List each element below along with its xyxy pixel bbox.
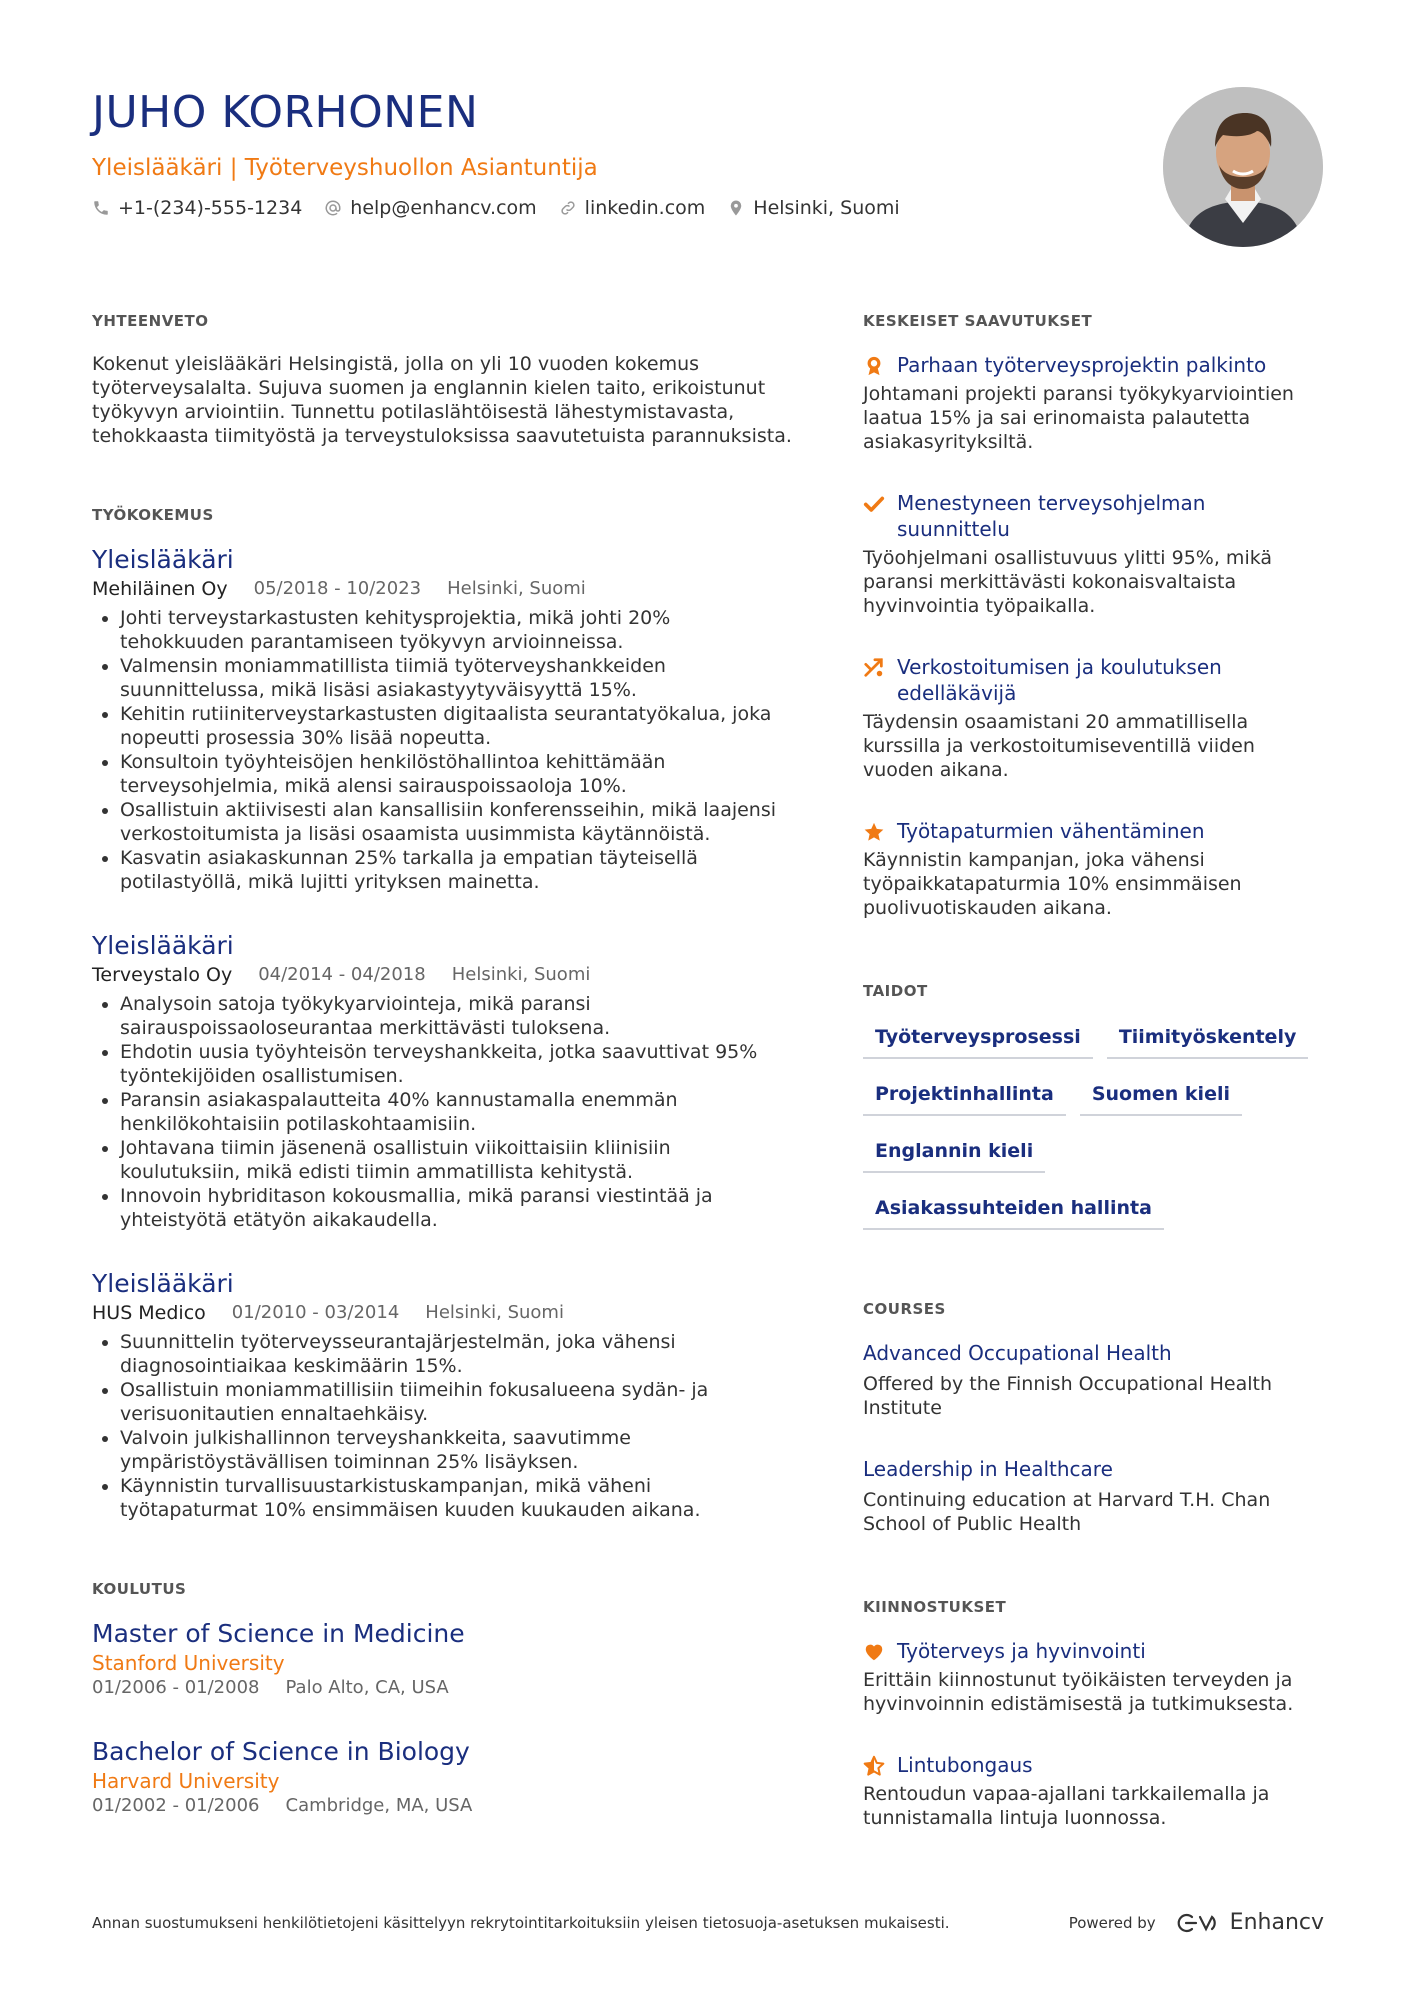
phone-text: +1-(234)-555-1234 xyxy=(118,197,303,219)
interest-item xyxy=(863,1638,1323,1716)
bullet-item: • Johti terveystarkastusten kehitysprojektia, mikä johti 20% tehokkuuden parantamiseen työkyvyn arvioinneissa. xyxy=(120,606,792,654)
enhancv-logo-icon xyxy=(1174,1911,1220,1935)
interest-item xyxy=(863,1752,1323,1830)
job-meta xyxy=(92,962,792,988)
contact-email[interactable] xyxy=(324,190,536,226)
job-meta xyxy=(92,576,792,602)
summary-text: Kokenut yleislääkäri Helsingistä, jolla on yli 10 vuoden kokemus työterveysalalta. Sujuva suomen ja englannin kielen taito, erikoistunut työkyvyn arviointiin. Tunnettu potilaslähtöisestä lähestymistavasta, tehokkaasta tiimityöstä ja terveystuloksissa saavutetuista parannuksista. xyxy=(92,353,792,447)
location-icon xyxy=(727,199,745,217)
bullet-item: • Suunnittelin työterveysseurantajärjestelmän, joka vähensi diagnosointiaikaa keskimäärin 15%. xyxy=(120,1330,792,1378)
interest-title: Työterveys ja hyvinvointi xyxy=(897,1639,1146,1663)
achievement-head xyxy=(863,352,1323,378)
edu-degree: Bachelor of Science in Biology xyxy=(92,1737,470,1766)
bullet-item: • Kasvatin asiakaskunnan 25% tarkalla ja empatian täyteisellä potilastyöllä, mikä lujitti yrityksen mainetta. xyxy=(120,846,792,894)
job-location: Helsinki, Suomi xyxy=(447,578,586,599)
edu-dates: 01/2002 - 01/2006 xyxy=(92,1795,260,1816)
skill-tag: Englannin kieli xyxy=(863,1134,1045,1173)
courses-heading: COURSES xyxy=(863,1300,946,1318)
bullet-item: • Paransin asiakaspalautteita 40% kannustamalla enemmän henkilökohtaisiin potilaskohtaamisiin. xyxy=(120,1088,792,1136)
edu-dates: 01/2006 - 01/2008 xyxy=(92,1677,260,1698)
job-dates: 01/2010 - 03/2014 xyxy=(231,1302,400,1323)
checkmark-icon xyxy=(863,493,885,515)
achievement-item xyxy=(863,818,1323,920)
achievements-heading: KESKEISET SAAVUTUKSET xyxy=(863,312,1093,330)
resume-header xyxy=(92,78,1092,226)
bullet-item: • Valvoin julkishallinnon terveyshankkeita, saavutimme ympäristöystävällisen toiminnan 25% lisäyksen. xyxy=(120,1426,792,1474)
job-company: Terveystalo Oy xyxy=(92,964,233,986)
skill-tag: Suomen kieli xyxy=(1080,1077,1242,1116)
bullet-item: • Johtavana tiimin jäsenenä osallistuin viikoittaisiin kliinisiin koulutuksiin, mikä edisti tiimin ammatillista kehitystä. xyxy=(120,1136,792,1184)
achievement-desc: Työohjelmani osallistuvuus ylitti 95%, mikä paransi merkittävästi kokonaisvaltaista hyvinvointia työpaikalla. xyxy=(863,547,1273,617)
education-entry xyxy=(92,1618,792,1700)
skills-list xyxy=(863,1020,1333,1230)
phone-icon xyxy=(92,199,110,217)
link-icon xyxy=(559,199,577,217)
bullet-item: • Osallistuin aktiivisesti alan kansallisiin konferensseihin, mikä laajensi verkostoitumista ja lisäsi osaamista uusimmista käytännöistä. xyxy=(120,798,792,846)
achievement-item xyxy=(863,352,1323,454)
achievement-item xyxy=(863,490,1323,618)
bullet-item: • Käynnistin turvallisuustarkistuskampanjan, mikä väheni työtapaturmat 10% ensimmäisen kuuden kuukauden aikana. xyxy=(120,1474,792,1522)
interests-heading: KIINNOSTUKSET xyxy=(863,1598,1007,1616)
job-location: Helsinki, Suomi xyxy=(425,1302,564,1323)
interest-head xyxy=(863,1752,1323,1778)
edu-location: Palo Alto, CA, USA xyxy=(285,1677,449,1698)
edu-location: Cambridge, MA, USA xyxy=(285,1795,473,1816)
achievement-desc: Täydensin osaamistani 20 ammatillisella kurssilla ja verkostoitumiseventillä viiden vuoden aikana. xyxy=(863,711,1255,781)
edu-school: Stanford University xyxy=(92,1651,285,1675)
email-text[interactable]: help@enhancv.com xyxy=(350,197,537,219)
achievement-title: Verkostoitumisen ja koulutuksen edelläkävijä xyxy=(897,655,1222,705)
skills-heading: TAIDOT xyxy=(863,982,928,1000)
course-title: Advanced Occupational Health xyxy=(863,1341,1172,1365)
achievement-desc: Käynnistin kampanjan, joka vähensi työpaikkatapaturmia 10% ensimmäisen puolivuotiskauden aikana. xyxy=(863,849,1242,919)
profile-photo xyxy=(1163,87,1323,247)
achievement-title: Parhaan työterveysprojektin palkinto xyxy=(897,353,1267,377)
interest-desc: Rentoudun vapaa-ajallani tarkkailemalla ja tunnistamalla lintuja luonnossa. xyxy=(863,1783,1270,1829)
summary-heading: YHTEENVETO xyxy=(92,312,209,330)
achievement-head xyxy=(863,818,1323,844)
achievement-title: Menestyneen terveysohjelman suunnittelu xyxy=(897,491,1206,541)
experience-heading: TYÖKOKEMUS xyxy=(92,506,214,524)
course-desc: Continuing education at Harvard T.H. Chan School of Public Health xyxy=(863,1489,1271,1535)
job-company: Mehiläinen Oy xyxy=(92,578,228,600)
candidate-title: Yleislääkäri | Työterveyshuollon Asiantuntija xyxy=(92,155,598,181)
bullet-item: • Analysoin satoja työkykyarviointeja, mikä paransi sairauspoissaoloseurantaa merkittävästi tuloksena. xyxy=(120,992,792,1040)
job-location: Helsinki, Suomi xyxy=(451,964,591,985)
footer xyxy=(92,1910,1324,1935)
education-entry xyxy=(92,1736,792,1818)
course-title: Leadership in Healthcare xyxy=(863,1457,1113,1481)
skill-tag: Asiakassuhteiden hallinta xyxy=(863,1191,1164,1230)
network-icon xyxy=(863,657,885,679)
course-item xyxy=(863,1456,1323,1536)
job-title: Yleislääkäri xyxy=(92,1269,234,1298)
skill-tag: Projektinhallinta xyxy=(863,1077,1066,1116)
skill-tag: Tiimityöskentely xyxy=(1107,1020,1309,1059)
edu-school: Harvard University xyxy=(92,1769,280,1793)
job-title: Yleislääkäri xyxy=(92,931,234,960)
interest-head xyxy=(863,1638,1323,1664)
bullet-item: • Ehdotin uusia työyhteisön terveyshankkeita, jotka saavuttivat 95% työntekijöiden osallistumisen. xyxy=(120,1040,792,1088)
achievement-head xyxy=(863,490,1323,542)
contact-linkedin[interactable] xyxy=(559,190,706,226)
left-column xyxy=(92,312,792,1818)
brand-name: Enhancv xyxy=(1229,1910,1324,1935)
edu-meta xyxy=(92,1794,792,1818)
interest-desc: Erittäin kiinnostunut työikäisten terveyden ja hyvinvoinnin edistämisestä ja tutkimuksesta. xyxy=(863,1669,1294,1715)
star-half-icon xyxy=(863,1755,885,1777)
powered-by-label: Powered by xyxy=(1068,1913,1156,1932)
bullet-item: • Osallistuin moniammatillisiin tiimeihin fokusalueena sydän- ja verisuonitautien ennaltaehkäisy. xyxy=(120,1378,792,1426)
job-company: HUS Medico xyxy=(92,1302,206,1324)
location-text: Helsinki, Suomi xyxy=(753,197,900,219)
at-icon xyxy=(324,199,342,217)
avatar-image xyxy=(1163,87,1323,247)
course-desc: Offered by the Finnish Occupational Health Institute xyxy=(863,1373,1272,1419)
bullet-item: • Valmensin moniammatillista tiimiä työterveyshankkeiden suunnittelussa, mikä lisäsi asiakastyytyväisyyttä 15%. xyxy=(120,654,792,702)
right-column xyxy=(863,312,1323,1830)
job-bullets xyxy=(92,606,792,894)
powered-by xyxy=(1069,1910,1324,1935)
job-entry xyxy=(92,1268,792,1522)
consent-text: Annan suostumukseni henkilötietojeni käsittelyyn rekrytointitarkoituksiin yleisen tietosuoja-asetuksen mukaisesti. xyxy=(92,1913,950,1932)
achievement-item xyxy=(863,654,1323,782)
star-icon xyxy=(863,821,885,843)
job-bullets xyxy=(92,1330,792,1522)
achievement-title: Työtapaturmien vähentäminen xyxy=(897,819,1205,843)
job-entry xyxy=(92,930,792,1232)
bullet-item: • Kehitin rutiiniterveystarkastusten digitaalista seurantatyökalua, joka nopeutti prosessia 30% lisää nopeutta. xyxy=(120,702,792,750)
job-meta xyxy=(92,1300,792,1326)
job-title: Yleislääkäri xyxy=(92,545,234,574)
edu-degree: Master of Science in Medicine xyxy=(92,1619,465,1648)
contact-location xyxy=(727,190,899,226)
job-dates: 04/2014 - 04/2018 xyxy=(258,964,426,985)
bullet-item: • Innovoin hybriditason kokousmallia, mikä paransi viestintää ja yhteistyötä etätyön aikakaudella. xyxy=(120,1184,792,1232)
contact-row xyxy=(92,190,1092,226)
award-icon xyxy=(863,355,885,377)
bullet-item: • Konsultoin työyhteisöjen henkilöstöhallintoa kehittämään terveysohjelmia, mikä alensi sairauspoissaoloja 10%. xyxy=(120,750,792,798)
heart-icon xyxy=(863,1641,885,1663)
linkedin-text[interactable]: linkedin.com xyxy=(584,197,706,219)
candidate-name: JUHO KORHONEN xyxy=(92,87,479,138)
job-entry xyxy=(92,544,792,894)
interest-title: Lintubongaus xyxy=(897,1753,1033,1777)
job-bullets xyxy=(92,992,792,1232)
achievement-head xyxy=(863,654,1323,706)
skill-tag: Työterveysprosessi xyxy=(863,1020,1093,1059)
achievement-desc: Johtamani projekti paransi työkykyarviointien laatua 15% ja sai erinomaista palautetta asiakasyrityksiltä. xyxy=(863,383,1294,453)
brand-logo[interactable] xyxy=(1174,1910,1324,1935)
education-heading: KOULUTUS xyxy=(92,1580,187,1598)
contact-phone xyxy=(92,190,302,226)
course-item xyxy=(863,1340,1323,1420)
edu-meta xyxy=(92,1676,792,1700)
job-dates: 05/2018 - 10/2023 xyxy=(253,578,422,599)
